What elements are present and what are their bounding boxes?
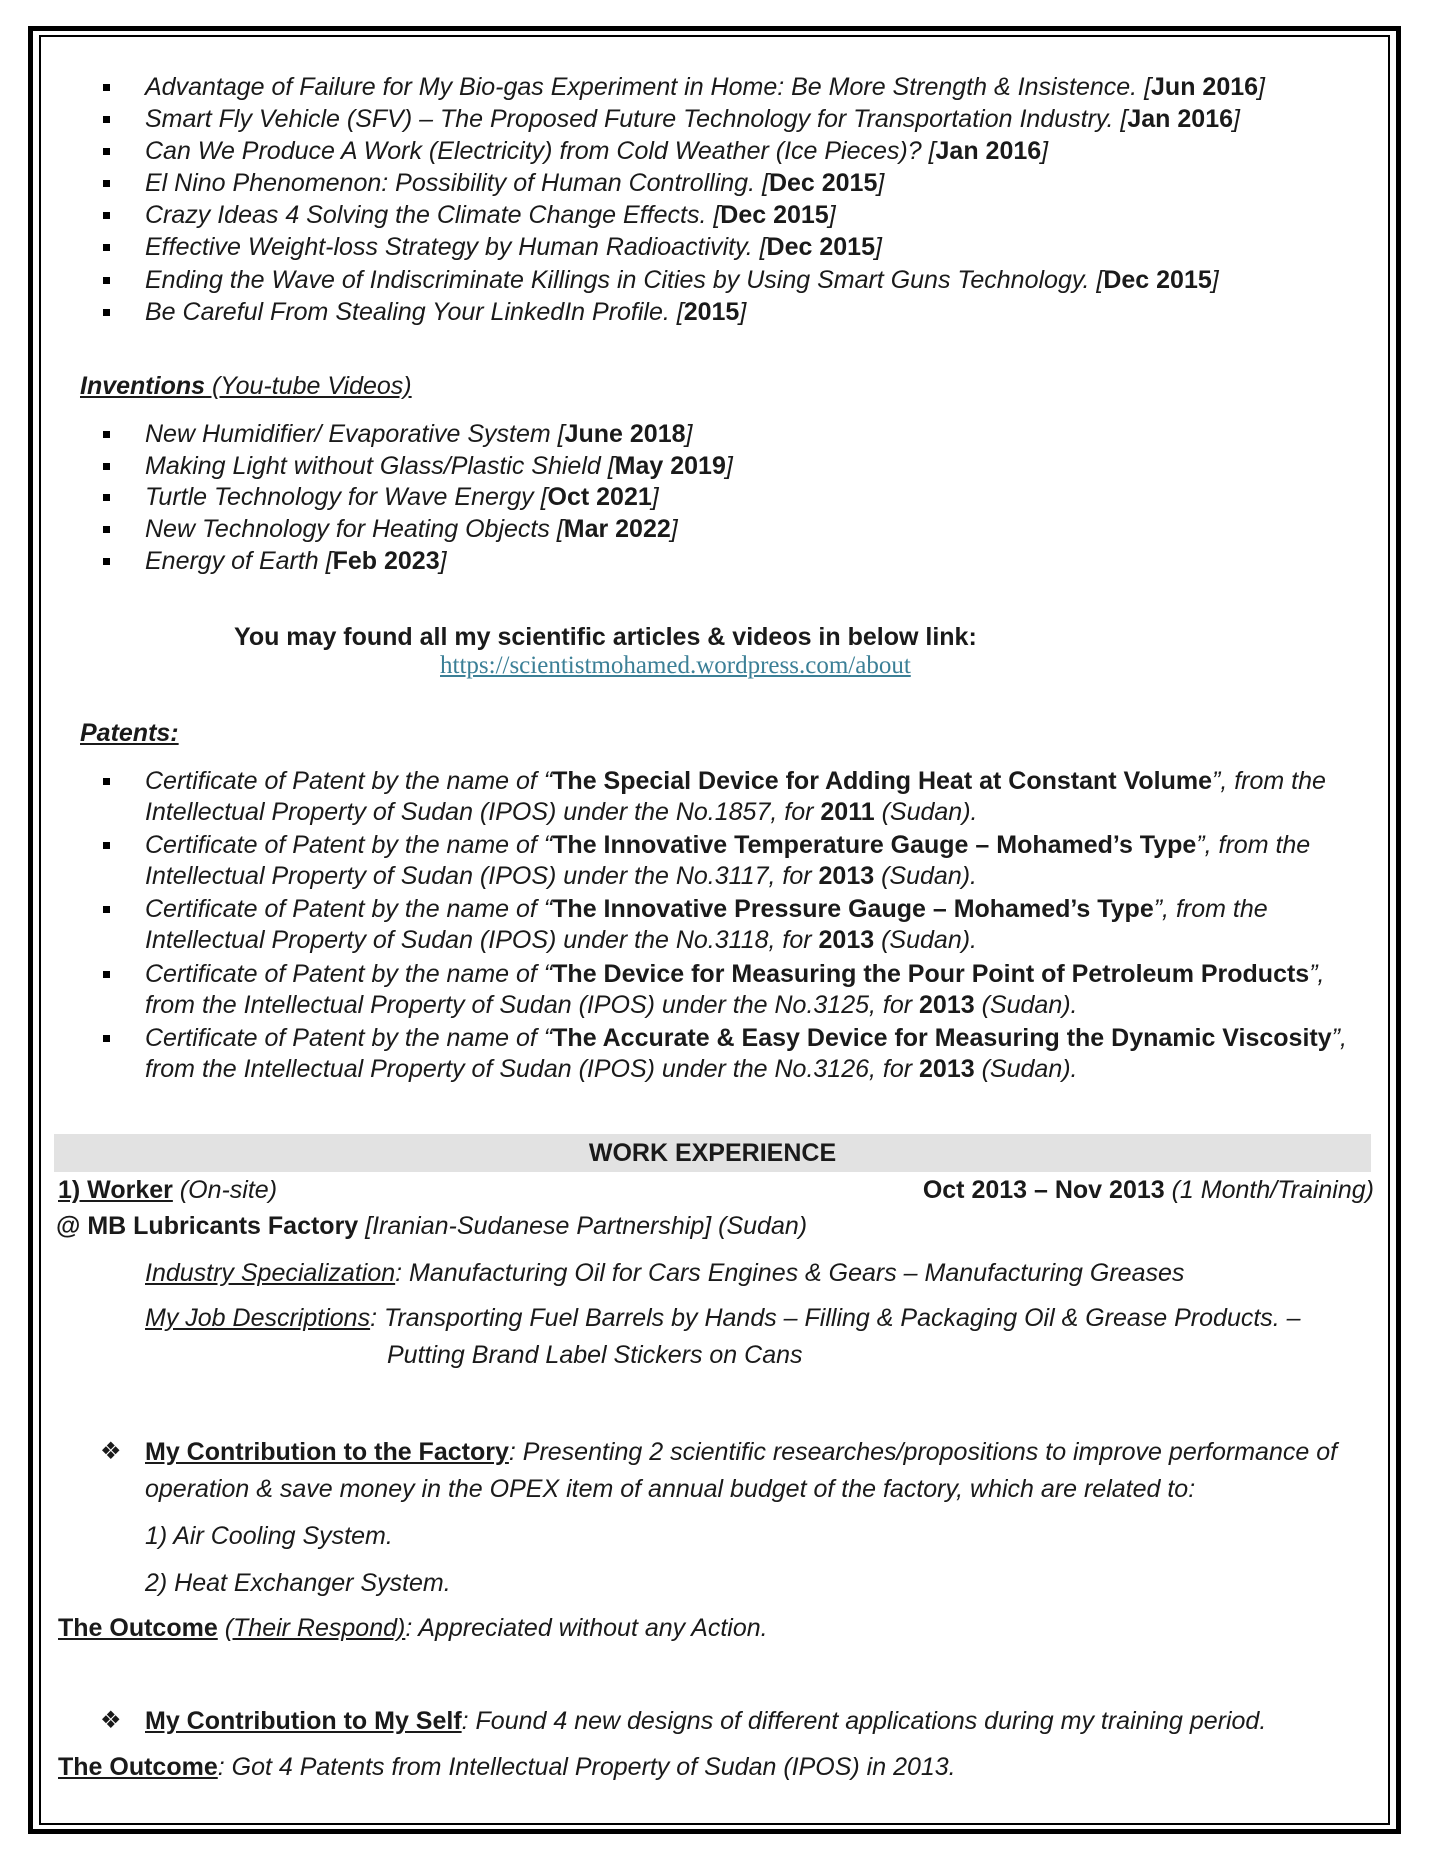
links-note: You may found all my scientific articles & videos in below link: xyxy=(234,623,977,651)
job-title: 1) Worker (On-site) xyxy=(58,1176,278,1204)
list-item: Crazy Ideas 4 Solving the Climate Change Effects. [Dec 2015] xyxy=(145,201,836,229)
patent-item-line2: from the Intellectual Property of Sudan (IPOS) under the No.3126, for 2013 (Sudan). xyxy=(145,1055,1078,1083)
patent-item-line1: Certificate of Patent by the name of “The Innovative Temperature Gauge – Mohamed’s Type”, from the xyxy=(145,831,1311,859)
list-item: Advantage of Failure for My Bio-gas Experiment in Home: Be More Strength & Insistence. [Jun 2016] xyxy=(145,73,1265,101)
list-item: Can We Produce A Work (Electricity) from Cold Weather (Ice Pieces)? [Jan 2016] xyxy=(145,137,1049,165)
bullet-icon xyxy=(103,778,110,785)
bullet-icon xyxy=(103,971,110,978)
bullet-icon xyxy=(103,558,110,565)
company: @ MB Lubricants Factory [Iranian-Sudanese Partnership] (Sudan) xyxy=(56,1212,808,1240)
patent-item-line2: Intellectual Property of Sudan (IPOS) under the No.3117, for 2013 (Sudan). xyxy=(145,862,977,890)
bullet-icon xyxy=(103,1035,110,1042)
list-item: Ending the Wave of Indiscriminate Killings in Cities by Using Smart Guns Technology. [Dec 2015] xyxy=(145,266,1219,294)
outcome-self: The Outcome: Got 4 Patents from Intellectual Property of Sudan (IPOS) in 2013. xyxy=(58,1753,956,1781)
job-descriptions-cont: Putting Brand Label Stickers on Cans xyxy=(387,1341,803,1369)
contribution-self: My Contribution to My Self: Found 4 new designs of different applications during my training period. xyxy=(145,1707,1267,1735)
patents-heading: Patents: xyxy=(80,719,179,747)
list-item: Making Light without Glass/Plastic Shield [May 2019] xyxy=(145,452,733,480)
patent-item-line1: Certificate of Patent by the name of “The Device for Measuring the Pour Point of Petroleum Products”, xyxy=(145,960,1325,988)
contribution-item: 1) Air Cooling System. xyxy=(145,1522,393,1550)
list-item: Effective Weight-loss Strategy by Human Radioactivity. [Dec 2015] xyxy=(145,233,882,261)
bullet-icon xyxy=(103,116,110,123)
patent-item-line2: Intellectual Property of Sudan (IPOS) under the No.1857, for 2011 (Sudan). xyxy=(145,798,978,826)
job-dates: Oct 2013 – Nov 2013 (1 Month/Training) xyxy=(922,1176,1374,1204)
outcome-factory: The Outcome (Their Respond): Appreciated without any Action. xyxy=(58,1614,768,1642)
website-link[interactable]: https://scientistmohamed.wordpress.com/about xyxy=(440,652,911,679)
inventions-heading: Inventions (You-tube Videos) xyxy=(80,372,412,400)
diamond-bullet-icon: ❖ xyxy=(100,1707,122,1734)
bullet-icon xyxy=(103,463,110,470)
patent-item-line1: Certificate of Patent by the name of “The Special Device for Adding Heat at Constant Volume”, from the xyxy=(145,767,1326,795)
patent-item-line1: Certificate of Patent by the name of “The Accurate & Easy Device for Measuring the Dynamic Viscosity”, xyxy=(145,1024,1347,1052)
patent-item-line2: from the Intellectual Property of Sudan (IPOS) under the No.3125, for 2013 (Sudan). xyxy=(145,991,1078,1019)
bullet-icon xyxy=(103,212,110,219)
bullet-icon xyxy=(103,906,110,913)
bullet-icon xyxy=(103,84,110,91)
bullet-icon xyxy=(103,180,110,187)
bullet-icon xyxy=(103,244,110,251)
contribution-item: 2) Heat Exchanger System. xyxy=(145,1569,451,1597)
patent-item-line1: Certificate of Patent by the name of “The Innovative Pressure Gauge – Mohamed’s Type”, from the xyxy=(145,895,1268,923)
bullet-icon xyxy=(103,842,110,849)
diamond-bullet-icon: ❖ xyxy=(100,1438,122,1465)
list-item: New Technology for Heating Objects [Mar 2022] xyxy=(145,515,678,543)
bullet-icon xyxy=(103,431,110,438)
list-item: El Nino Phenomenon: Possibility of Human Controlling. [Dec 2015] xyxy=(145,169,885,197)
bullet-icon xyxy=(103,277,110,284)
list-item: Smart Fly Vehicle (SFV) – The Proposed Future Technology for Transportation Industry. [Jan 2016] xyxy=(145,105,1240,133)
bullet-icon xyxy=(103,494,110,501)
bullet-icon xyxy=(103,309,110,316)
patent-item-line2: Intellectual Property of Sudan (IPOS) under the No.3118, for 2013 (Sudan). xyxy=(145,926,977,954)
list-item: New Humidifier/ Evaporative System [June 2018] xyxy=(145,420,693,448)
list-item: Turtle Technology for Wave Energy [Oct 2021] xyxy=(145,483,659,511)
work-experience-header: WORK EXPERIENCE xyxy=(54,1134,1371,1172)
contribution-factory-cont: operation & save money in the OPEX item of annual budget of the factory, which are related to: xyxy=(145,1475,1196,1503)
bullet-icon xyxy=(103,148,110,155)
industry-specialization: Industry Specialization: Manufacturing Oil for Cars Engines & Gears – Manufacturing Greases xyxy=(145,1259,1185,1287)
list-item: Be Careful From Stealing Your LinkedIn Profile. [2015] xyxy=(145,298,747,326)
job-descriptions: My Job Descriptions: Transporting Fuel Barrels by Hands – Filling & Packaging Oil & Grease Products. – xyxy=(145,1304,1301,1332)
bullet-icon xyxy=(103,526,110,533)
list-item: Energy of Earth [Feb 2023] xyxy=(145,547,447,575)
contribution-factory: My Contribution to the Factory: Presenting 2 scientific researches/propositions to improve performance of xyxy=(145,1438,1338,1466)
